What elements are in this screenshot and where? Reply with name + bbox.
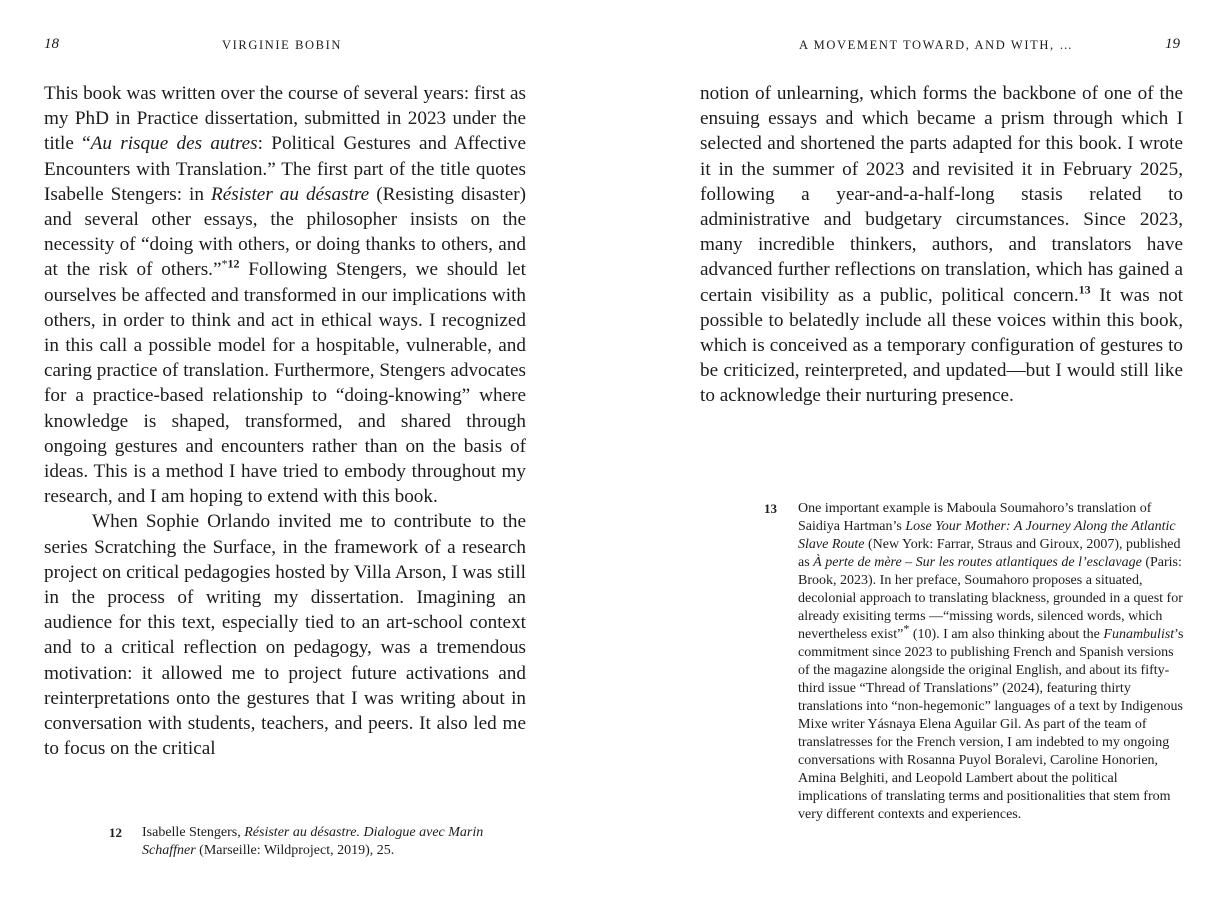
left-body-text (44, 81, 526, 761)
footnote-text: One important example is Maboula Soumahoro’s translation of Saidiya Hartman’s Lose Your Mother: A Journey Along the Atlantic Slave Route (New York: Farrar, Straus and Giroux, 2007), published as À perte de mère – Sur les routes atlantiques de l’esclavage (Paris: Brook, 2023). In her preface, Soumahoro proposes a situated, decolonial approach to translating blackness, grounded in a quest for already exisiting terms —“missing words, silenced words, which nevertheless exist”* (10). I am also thinking about the Funambulist’s commitment since 2023 to publishing French and Spanish versions of the magazine alongside the original English, and about its fifty-third issue “Thread of Translations” (2024), featuring thirty translations into “non-hegemonic” languages of a text by Indigenous Mixe writer Yásnaya Elena Aguilar Gil. As part of the team of translatresses for the French version, I am indebted to my ongoing conversations with Rosanna Puyol Boralevi, Caroline Honorien, Amina Belghiti, and Leopold Lambert about the political implications of translating terms and positionalities that stem from very different contexts and experiences. (798, 501, 1184, 822)
right-body-text (700, 81, 1183, 409)
page-number-right: 19 (1165, 36, 1180, 52)
page-number-left: 18 (44, 36, 59, 52)
footnote-number: 13 (764, 501, 777, 516)
right-page (612, 0, 1224, 903)
footnote-text: Isabelle Stengers, Résister au désastre. Dialogue avec Marin Schaffner (Marseille: Wildproject, 2019), 25. (142, 825, 484, 858)
footnote-12 (109, 824, 494, 860)
footnote-13 (764, 500, 1184, 824)
running-head-author: VIRGINIE BOBIN (222, 38, 342, 52)
left-paragraph-2: When Sophie Orlando invited me to contribute to the series Scratching the Surface, in the framework of a research project on critical pedagogies hosted by Villa Arson, I was still in the process of writing my dissertation. Imagining an audience for this text, especially tied to an art-school context and to a critical reflection on pedagogy, was a tremendous motivation: it allowed me to project future activations and reinterpretations onto the gestures that I was writing about in conversation with students, teachers, and peers. It also led me to focus on the critical (44, 511, 526, 760)
footnote-number: 12 (109, 825, 122, 840)
footnote-ref-13[interactable]: 13 (1078, 282, 1091, 297)
running-head-title: A MOVEMENT TOWARD, AND WITH, … (799, 38, 1074, 52)
right-paragraph: notion of unlearning, which forms the backbone of one of the ensuing essays and which became a prism through which I selected and shortened the parts adapted for this book. I wrote it in the summer of 2023 and revisited it in February 2025, following a year-and-a-half-long stasis related to administrative and budgetary circumstances. Since 2023, many incredible thinkers, authors, and translators have advanced further reflections on translation, which has gained a certain visibility as a public, political concern.$^{13}$ It was not possible to belatedly include all these voices within this book, which is conceived as a temporary configuration of gestures to be criticized, reinterpreted, and updated—but I would still like to acknowledge their nurturing presence. (700, 83, 1183, 407)
footnote-ref-12[interactable]: 12 (227, 257, 240, 272)
left-paragraph-1: This book was written over the course of several years: first as my PhD in Practice dissertation, submitted in 2023 under the title “Au risque des autres: Political Gestures and Affective Encounters with Translation.” The first part of the title quotes Isabelle Stengers: in Résister au désastre (Resisting disaster) and several other essays, the philosopher insists on the necessity of “doing with others, or doing thanks to others, and at the risk of others.”$^{*12}$ Following Stengers, we should let ourselves be affected and transformed in our implications with others, in order to think and act in ethical ways. I recognized in this call a possible model for a hospitable, vulnerable, and caring practice of translation. Furthermore, Stengers advocates for a practice-based relationship to “doing-knowing” where knowledge is shaped, transformed, and shared through ongoing gestures and encounters rather than on the basis of ideas. This is a method I have tried to embody throughout my research, and I am hoping to extend with this book. (44, 83, 527, 508)
